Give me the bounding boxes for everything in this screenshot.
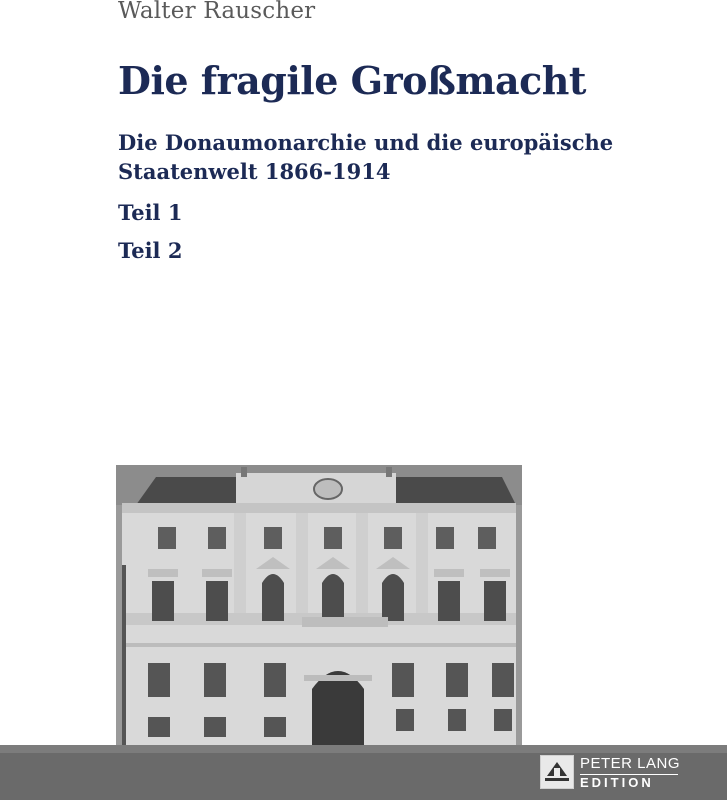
cover-photo-palace [116, 465, 522, 745]
part-2-label: Teil 2 [118, 238, 183, 263]
author-name: Walter Rauscher [118, 0, 316, 24]
peter-lang-logo-icon [540, 755, 574, 789]
book-title: Die fragile Großmacht [118, 58, 586, 103]
publisher-name: PETER LANG [580, 755, 681, 772]
bottom-band-highlight [0, 745, 727, 753]
subtitle-line-2: Staatenwelt 1866-1914 [118, 159, 391, 184]
publisher-mark [540, 755, 690, 791]
publisher-edition: EDITION [580, 775, 654, 790]
book-subtitle [118, 128, 678, 186]
part-1-label: Teil 1 [118, 200, 183, 225]
subtitle-line-1: Die Donaumonarchie und die europäische [118, 130, 614, 155]
